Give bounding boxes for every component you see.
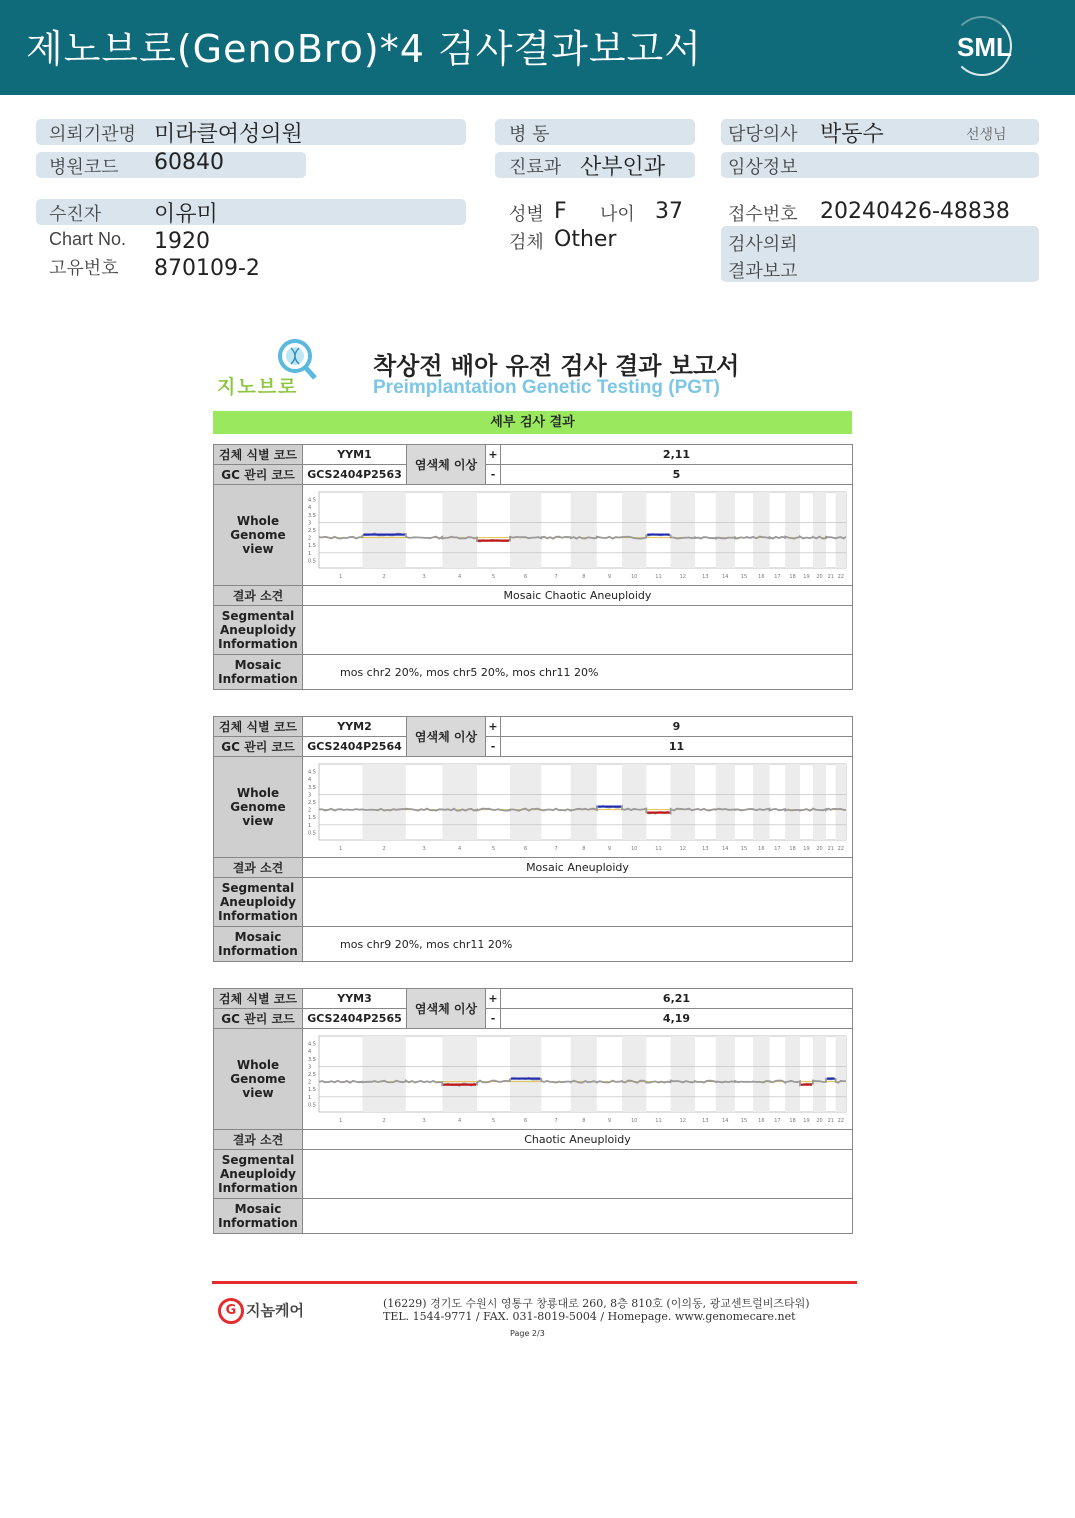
plus-sign: +	[486, 989, 501, 1009]
x-tick-label: 1	[339, 1118, 343, 1124]
mosaic-label: Mosaic Information	[214, 1199, 303, 1234]
genomecare-g-icon: G	[218, 1298, 244, 1324]
chromosome-band	[836, 1036, 846, 1112]
result-value: Mosaic Chaotic Aneuploidy	[303, 586, 853, 606]
sample-id-value: YYM1	[303, 445, 407, 465]
specimen-value: Other	[554, 227, 617, 252]
x-tick-label: 3	[422, 846, 426, 852]
x-tick-label: 10	[630, 846, 638, 852]
chromosome-band	[442, 1036, 477, 1112]
x-tick-label: 15	[740, 574, 748, 580]
x-tick-label: 14	[722, 1118, 729, 1124]
x-tick-label: 3	[422, 574, 426, 580]
sex-value: F	[554, 199, 567, 224]
x-tick-label: 1	[339, 846, 343, 852]
y-tick-label: 4.5	[308, 497, 316, 504]
chromosome-band	[813, 1036, 826, 1112]
loss-chromosomes: 11	[501, 737, 853, 757]
wgv-label: Whole Genome view	[214, 757, 303, 858]
result-label: 결과 소견	[214, 586, 303, 606]
page-title: 제노브로(GenoBro)*4 검사결과보고서	[26, 27, 702, 71]
hospital-code-label: 병원코드	[49, 157, 119, 178]
y-tick-label: 2.5	[308, 1072, 316, 1078]
y-tick-label: 3	[308, 1064, 312, 1071]
logo-text: SML	[957, 32, 1012, 62]
x-tick-label: 18	[789, 574, 796, 580]
x-tick-label: 6	[524, 1118, 528, 1124]
x-tick-label: 5	[491, 574, 496, 580]
page-number: Page 2/3	[510, 1329, 545, 1338]
report-label: 결과보고	[728, 261, 798, 282]
plus-sign: +	[486, 717, 501, 737]
chromosome-band	[716, 764, 735, 840]
y-tick-label: 3.5	[308, 784, 316, 791]
result-value: Mosaic Aneuploidy	[303, 858, 853, 878]
x-tick-label: 12	[679, 574, 686, 580]
segmental-label: Segmental Aneuploidy Information	[214, 878, 303, 927]
x-tick-label: 11	[655, 846, 662, 852]
y-tick-label: 3.5	[308, 1056, 316, 1063]
chromosome-band	[785, 764, 800, 840]
doctor-label: 담당의사	[728, 124, 798, 145]
x-tick-label: 8	[582, 846, 586, 852]
y-tick-label: 1	[308, 822, 312, 829]
request-label: 검사의뢰	[728, 234, 798, 255]
mosaic-value: mos chr9 20%, mos chr11 20%	[303, 927, 853, 962]
x-tick-label: 9	[607, 574, 612, 580]
y-tick-label: 4.5	[308, 769, 316, 776]
chromosome-band	[571, 764, 597, 840]
chromosome-band	[716, 1036, 735, 1112]
sample-id-value: YYM2	[303, 717, 407, 737]
x-tick-label: 17	[774, 574, 781, 580]
dept-label: 진료과	[509, 157, 562, 178]
x-tick-label: 20	[816, 1118, 823, 1124]
x-tick-label: 16	[758, 1118, 765, 1124]
report-subtitle: Preimplantation Genetic Testing (PGT)	[373, 377, 720, 398]
sml-logo	[948, 14, 1018, 78]
chromosome-band	[622, 1036, 646, 1112]
chromosome-band	[442, 492, 477, 568]
minus-sign: -	[486, 1009, 501, 1029]
abnormal-label: 염색체 이상	[407, 989, 486, 1029]
x-tick-label: 12	[679, 846, 686, 852]
x-tick-label: 22	[837, 574, 844, 580]
x-tick-label: 11	[655, 1118, 662, 1124]
y-tick-label: 1.5	[308, 543, 316, 550]
y-tick-label: 2	[308, 1079, 312, 1086]
segmental-label: Segmental Aneuploidy Information	[214, 606, 303, 655]
y-tick-label: 0.5	[308, 1102, 316, 1109]
sample-id-label: 검체 식별 코드	[214, 717, 303, 737]
gain-chromosomes: 6,21	[501, 989, 853, 1009]
chromosome-band	[622, 764, 646, 840]
patient-label: 수진자	[49, 204, 102, 225]
x-tick-label: 8	[582, 1118, 586, 1124]
chromosome-band	[442, 764, 477, 840]
institution-label: 의뢰기관명	[49, 124, 136, 145]
x-tick-label: 19	[803, 846, 810, 852]
gc-code-label: GC 관리 코드	[214, 1009, 303, 1029]
x-tick-label: 21	[827, 574, 834, 580]
chromosome-band	[753, 492, 769, 568]
dept-value: 산부인과	[580, 155, 666, 180]
x-tick-label: 3	[422, 1118, 426, 1124]
genome-plot-svg	[303, 1030, 850, 1128]
accession-label: 접수번호	[728, 204, 798, 225]
x-tick-label: 20	[816, 846, 823, 852]
gc-code-value: GCS2404P2564	[303, 737, 407, 757]
x-tick-label: 21	[827, 846, 834, 852]
gc-code-label: GC 관리 코드	[214, 737, 303, 757]
y-tick-label: 3	[308, 792, 312, 799]
x-tick-label: 9	[607, 1118, 612, 1124]
x-tick-label: 9	[607, 846, 612, 852]
doctor-value: 박동수	[820, 122, 884, 147]
y-tick-label: 3	[308, 520, 312, 527]
genobro-logo-text: 지노브로	[217, 376, 299, 398]
plus-sign: +	[486, 445, 501, 465]
sample-table	[213, 988, 853, 1234]
y-tick-label: 0.5	[308, 558, 316, 565]
gain-chromosomes: 2,11	[501, 445, 853, 465]
x-tick-label: 22	[837, 846, 844, 852]
minus-sign: -	[486, 465, 501, 485]
mosaic-value	[303, 1199, 853, 1234]
chromosome-band	[362, 492, 405, 568]
loss-chromosomes: 5	[501, 465, 853, 485]
x-tick-label: 6	[524, 574, 528, 580]
wgv-label: Whole Genome view	[214, 1029, 303, 1130]
mosaic-label: Mosaic Information	[214, 927, 303, 962]
x-tick-label: 7	[554, 1118, 558, 1124]
chromosome-band	[671, 1036, 695, 1112]
chromosome-band	[622, 492, 646, 568]
whole-genome-plot-cell	[303, 757, 853, 858]
clinical-label: 임상정보	[728, 157, 798, 178]
accession-value: 20240426-48838	[820, 199, 1010, 224]
chromosome-band	[753, 764, 769, 840]
x-tick-label: 11	[655, 574, 662, 580]
chromosome-band	[836, 764, 846, 840]
segmental-value	[303, 1150, 853, 1199]
chromosome-band	[362, 764, 405, 840]
x-tick-label: 14	[722, 574, 729, 580]
footer-address-line: (16229) 경기도 수원시 영통구 창룡대로 260, 8층 810호 (이의동, 광교센트럴비즈타워)	[383, 1297, 810, 1310]
y-tick-label: 1.5	[308, 1087, 316, 1094]
chromosome-band	[716, 492, 735, 568]
result-label: 결과 소견	[214, 1130, 303, 1150]
result-value: Chaotic Aneuploidy	[303, 1130, 853, 1150]
y-tick-label: 0.5	[308, 830, 316, 837]
x-tick-label: 6	[524, 846, 528, 852]
y-tick-label: 2	[308, 535, 312, 542]
chromosome-band	[785, 1036, 800, 1112]
wgv-label: Whole Genome view	[214, 485, 303, 586]
x-tick-label: 15	[740, 1118, 748, 1124]
chromosome-band	[671, 764, 695, 840]
x-tick-label: 18	[789, 846, 796, 852]
y-tick-label: 2.5	[308, 800, 316, 806]
x-tick-label: 7	[554, 846, 558, 852]
sample-table	[213, 716, 853, 962]
genomecare-logo	[218, 1298, 304, 1324]
x-tick-label: 19	[803, 1118, 810, 1124]
y-tick-label: 1	[308, 1094, 312, 1101]
chromosome-band	[510, 492, 541, 568]
x-tick-label: 2	[382, 846, 386, 852]
ward-label: 병 동	[509, 124, 550, 145]
chromosome-band	[571, 492, 597, 568]
segmental-label: Segmental Aneuploidy Information	[214, 1150, 303, 1199]
x-tick-label: 10	[630, 574, 638, 580]
x-tick-label: 1	[339, 574, 343, 580]
x-tick-label: 5	[491, 1118, 496, 1124]
abnormal-label: 염색체 이상	[407, 717, 486, 757]
x-tick-label: 22	[837, 1118, 844, 1124]
chromosome-band	[813, 492, 826, 568]
x-tick-label: 18	[789, 1118, 796, 1124]
x-tick-label: 12	[679, 1118, 686, 1124]
whole-genome-plot	[303, 486, 852, 584]
y-tick-label: 4	[308, 1049, 312, 1056]
x-tick-label: 13	[702, 1118, 709, 1124]
x-tick-label: 16	[758, 846, 765, 852]
chart-label: Chart No.	[49, 229, 127, 249]
x-tick-label: 5	[491, 846, 496, 852]
footer-address	[383, 1297, 810, 1323]
y-tick-label: 1	[308, 550, 312, 557]
y-tick-label: 1.5	[308, 815, 316, 822]
section-header: 세부 검사 결과	[213, 411, 852, 434]
whole-genome-plot-cell	[303, 1029, 853, 1130]
chromosome-band	[671, 492, 695, 568]
x-tick-label: 14	[722, 846, 729, 852]
footer-divider	[212, 1281, 857, 1284]
x-tick-label: 2	[382, 1118, 386, 1124]
whole-genome-plot	[303, 758, 852, 856]
chromosome-band	[510, 1036, 541, 1112]
sample-id-value: YYM3	[303, 989, 407, 1009]
segmental-value	[303, 606, 853, 655]
hospital-code-value: 60840	[154, 150, 224, 175]
minus-sign: -	[486, 737, 501, 757]
unique-value: 870109-2	[154, 256, 260, 281]
x-tick-label: 13	[702, 846, 709, 852]
x-tick-label: 19	[803, 574, 810, 580]
header-bar	[0, 0, 1075, 95]
y-tick-label: 2	[308, 807, 312, 814]
chromosome-band	[753, 1036, 769, 1112]
whole-genome-plot	[303, 1030, 852, 1128]
chromosome-band	[836, 492, 846, 568]
chromosome-band	[785, 492, 800, 568]
chromosome-band	[362, 1036, 405, 1112]
report-title: 착상전 배아 유전 검사 결과 보고서	[373, 352, 740, 380]
unique-label: 고유번호	[49, 258, 119, 279]
x-tick-label: 4	[458, 846, 462, 852]
gc-code-value: GCS2404P2563	[303, 465, 407, 485]
x-tick-label: 8	[582, 574, 586, 580]
institution-value: 미라클여성의원	[154, 122, 303, 147]
y-tick-label: 3.5	[308, 512, 316, 519]
x-tick-label: 10	[630, 1118, 638, 1124]
result-label: 결과 소견	[214, 858, 303, 878]
gc-code-label: GC 관리 코드	[214, 465, 303, 485]
x-tick-label: 4	[458, 1118, 462, 1124]
x-tick-label: 21	[827, 1118, 834, 1124]
age-label: 나이	[600, 204, 635, 225]
x-tick-label: 7	[554, 574, 558, 580]
y-tick-label: 2.5	[308, 528, 316, 534]
abnormal-label: 염색체 이상	[407, 445, 486, 485]
age-value: 37	[655, 199, 683, 224]
x-tick-label: 17	[774, 1118, 781, 1124]
genobro-logo	[215, 338, 330, 400]
mosaic-value: mos chr2 20%, mos chr5 20%, mos chr11 20%	[303, 655, 853, 690]
x-tick-label: 2	[382, 574, 386, 580]
sample-id-label: 검체 식별 코드	[214, 445, 303, 465]
chromosome-band	[510, 764, 541, 840]
x-tick-label: 13	[702, 574, 709, 580]
genome-plot-svg	[303, 758, 850, 856]
genomecare-logo-text: 지놈케어	[246, 1301, 304, 1320]
patient-value: 이유미	[154, 202, 218, 227]
y-tick-label: 4	[308, 505, 312, 512]
y-tick-label: 4.5	[308, 1041, 316, 1048]
specimen-label: 검체	[509, 232, 544, 253]
loss-chromosomes: 4,19	[501, 1009, 853, 1029]
x-tick-label: 15	[740, 846, 748, 852]
sex-label: 성별	[509, 204, 544, 225]
sample-id-label: 검체 식별 코드	[214, 989, 303, 1009]
doctor-suffix: 선생님	[966, 127, 1007, 143]
x-tick-label: 16	[758, 574, 765, 580]
y-tick-label: 4	[308, 777, 312, 784]
x-tick-label: 4	[458, 574, 462, 580]
gain-chromosomes: 9	[501, 717, 853, 737]
chart-value: 1920	[154, 229, 210, 254]
gc-code-value: GCS2404P2565	[303, 1009, 407, 1029]
chromosome-band	[571, 1036, 597, 1112]
sample-table	[213, 444, 853, 690]
footer-contact-line: TEL. 1544-9771 / FAX. 031-8019-5004 / Homepage. www.genomecare.net	[383, 1310, 796, 1323]
segmental-value	[303, 878, 853, 927]
x-tick-label: 17	[774, 846, 781, 852]
genome-plot-svg	[303, 486, 850, 584]
chromosome-band	[813, 764, 826, 840]
whole-genome-plot-cell	[303, 485, 853, 586]
x-tick-label: 20	[816, 574, 823, 580]
mosaic-label: Mosaic Information	[214, 655, 303, 690]
